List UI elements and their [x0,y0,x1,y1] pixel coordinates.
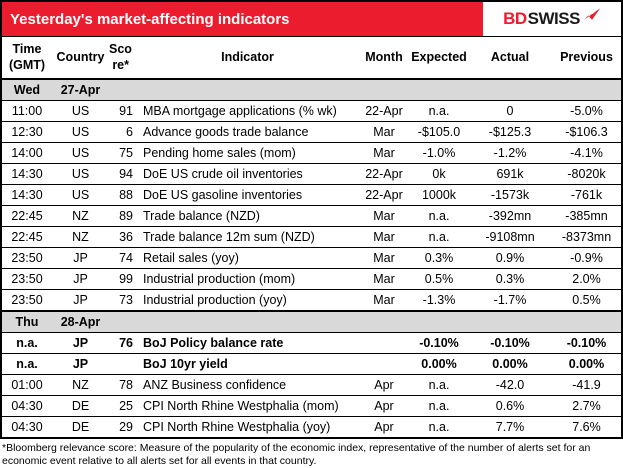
cell-country: DE [52,396,109,417]
cell-indicator: Industrial production (mom) [137,269,358,290]
cell-month: Mar [358,290,410,312]
col-header-country: Country [56,49,105,64]
cell-expected: n.a. [410,396,468,417]
cell-indicator: MBA mortgage applications (% wk) [137,101,358,122]
table-row [2,269,621,290]
cell-time: 04:30 [2,417,52,438]
cell-score: 75 [109,143,137,164]
cell-month: Mar [358,122,410,143]
cell-day: Wed [2,79,52,101]
cell-previous: 0.00% [552,354,621,375]
col-header-expected: Expected [411,49,467,64]
cell-time: 23:50 [2,248,52,269]
cell-score: 25 [109,396,137,417]
cell-country: US [52,164,109,185]
cell-previous: 0.5% [552,290,621,312]
col-header-actual: Actual [490,49,530,64]
cell-country: JP [52,354,109,375]
cell-actual: 0 [468,101,552,122]
cell-score: 73 [109,290,137,312]
cell-previous: -5.0% [552,101,621,122]
logo-text-bd: BD [503,9,527,28]
cell-score: 99 [109,269,137,290]
cell-previous: -0.10% [552,333,621,354]
column-header-row [2,37,621,79]
cell-month: Apr [358,396,410,417]
day-row [2,79,621,101]
cell-score: 36 [109,227,137,248]
cell-country: DE [52,417,109,438]
cell-indicator: Trade balance 12m sum (NZD) [137,227,358,248]
cell-expected: n.a. [410,227,468,248]
cell-month: 22-Apr [358,101,410,122]
cell-actual: 7.7% [468,417,552,438]
cell-time: 14:30 [2,185,52,206]
cell-indicator: Advance goods trade balance [137,122,358,143]
table-row [2,143,621,164]
cell-country: JP [52,269,109,290]
cell-expected: n.a. [410,375,468,396]
cell-actual: -1.7% [468,290,552,312]
cell-expected: -0.10% [410,333,468,354]
cell-actual: -1.2% [468,143,552,164]
cell-indicator: ANZ Business confidence [137,375,358,396]
col-header-score [109,37,137,79]
table-row [2,354,621,375]
cell-previous: -4.1% [552,143,621,164]
col-header-time-line2: (GMT) [8,57,46,72]
cell-expected: 0.5% [410,269,468,290]
cell-expected: -$105.0 [410,122,468,143]
cell-actual: 0.6% [468,396,552,417]
bdswiss-logo [483,2,621,36]
cell-previous: -8020k [552,164,621,185]
day-row [2,311,621,333]
cell-expected: 0k [410,164,468,185]
table-row [2,290,621,312]
table-row [2,248,621,269]
cell-time: 01:00 [2,375,52,396]
cell-time: 23:50 [2,290,52,312]
cell-indicator: Retail sales (yoy) [137,248,358,269]
cell-month: 22-Apr [358,185,410,206]
col-header-month: Month [365,49,403,64]
cell-actual: -392mn [468,206,552,227]
table-row [2,375,621,396]
cell-indicator: DoE US crude oil inventories [137,164,358,185]
indicators-table [2,37,621,437]
cell-expected: n.a. [410,417,468,438]
cell-actual: -0.10% [468,333,552,354]
col-header-time-line1: Time [12,41,42,56]
cell-country: US [52,101,109,122]
cell-month: Mar [358,248,410,269]
cell-indicator: Trade balance (NZD) [137,206,358,227]
cell-indicator: DoE US gasoline inventories [137,185,358,206]
table-row [2,206,621,227]
cell-score: 78 [109,375,137,396]
col-header-score-line2: re* [112,57,129,72]
cell-indicator: CPI North Rhine Westphalia (yoy) [137,417,358,438]
cell-date: 27-Apr [52,79,109,101]
cell-actual: 0.9% [468,248,552,269]
cell-expected: 0.00% [410,354,468,375]
cell-expected: -1.3% [410,290,468,312]
relevance-score-footnote: *Bloomberg relevance score: Measure of the popularity of the economic index, representative of the number of alerts set for an economic event relative to all alerts set for all events in that country. [2,442,591,467]
cell-time: 14:30 [2,164,52,185]
cell-actual: -$125.3 [468,122,552,143]
cell-month: Apr [358,417,410,438]
cell-time: 22:45 [2,206,52,227]
cell-country: NZ [52,206,109,227]
cell-month: Mar [358,206,410,227]
col-header-indicator: Indicator [221,49,274,64]
cell-month: Mar [358,269,410,290]
cell-expected: 0.3% [410,248,468,269]
col-header-time [2,37,52,79]
cell-time: n.a. [2,354,52,375]
cell-day: Thu [2,311,52,333]
table-row [2,164,621,185]
cell-expected: n.a. [410,206,468,227]
day-row-filler [109,311,621,333]
table-row [2,122,621,143]
cell-country: NZ [52,227,109,248]
cell-previous: 2.0% [552,269,621,290]
cell-country: JP [52,333,109,354]
cell-score: 94 [109,164,137,185]
cell-score: 29 [109,417,137,438]
cell-actual: -42.0 [468,375,552,396]
cell-time: 04:30 [2,396,52,417]
title-bar [2,2,621,37]
cell-score: 74 [109,248,137,269]
cell-previous: -761k [552,185,621,206]
page-title: Yesterday's market-affecting indicators [10,10,290,28]
cell-score: 88 [109,185,137,206]
cell-score: 76 [109,333,137,354]
swiss-arrow-icon [583,7,601,27]
cell-indicator: BoJ Policy balance rate [137,333,358,354]
cell-indicator: CPI North Rhine Westphalia (mom) [137,396,358,417]
cell-score [109,354,137,375]
table-row [2,417,621,438]
cell-previous: -385mn [552,206,621,227]
cell-previous: -$106.3 [552,122,621,143]
col-header-previous: Previous [560,49,613,64]
cell-score: 91 [109,101,137,122]
day-row-filler [109,79,621,101]
cell-country: JP [52,290,109,312]
logo-text-swiss: SWISS [527,9,580,28]
table-row [2,227,621,248]
cell-month: Mar [358,143,410,164]
cell-actual: -9108mn [468,227,552,248]
cell-previous: 2.7% [552,396,621,417]
cell-date: 28-Apr [52,311,109,333]
cell-expected: n.a. [410,101,468,122]
cell-actual: 0.3% [468,269,552,290]
cell-time: 23:50 [2,269,52,290]
cell-expected: -1.0% [410,143,468,164]
cell-indicator: BoJ 10yr yield [137,354,358,375]
cell-time: 12:30 [2,122,52,143]
cell-score: 6 [109,122,137,143]
cell-actual: 0.00% [468,354,552,375]
cell-expected: 1000k [410,185,468,206]
cell-previous: -8373mn [552,227,621,248]
cell-time: 22:45 [2,227,52,248]
cell-indicator: Industrial production (yoy) [137,290,358,312]
cell-actual: -1573k [468,185,552,206]
cell-country: US [52,185,109,206]
cell-time: 11:00 [2,101,52,122]
cell-country: NZ [52,375,109,396]
cell-time: 14:00 [2,143,52,164]
cell-month: 22-Apr [358,164,410,185]
cell-indicator: Pending home sales (mom) [137,143,358,164]
col-header-score-line1: Sco [109,41,132,56]
cell-time: n.a. [2,333,52,354]
cell-previous: -41.9 [552,375,621,396]
table-row [2,185,621,206]
cell-month: Mar [358,227,410,248]
cell-month [358,354,410,375]
cell-month [358,333,410,354]
cell-score: 89 [109,206,137,227]
cell-month: Apr [358,375,410,396]
cell-country: US [52,122,109,143]
table-row [2,333,621,354]
table-row [2,396,621,417]
cell-previous: 7.6% [552,417,621,438]
table-row [2,101,621,122]
cell-country: JP [52,248,109,269]
cell-previous: -0.9% [552,248,621,269]
cell-actual: 691k [468,164,552,185]
cell-country: US [52,143,109,164]
